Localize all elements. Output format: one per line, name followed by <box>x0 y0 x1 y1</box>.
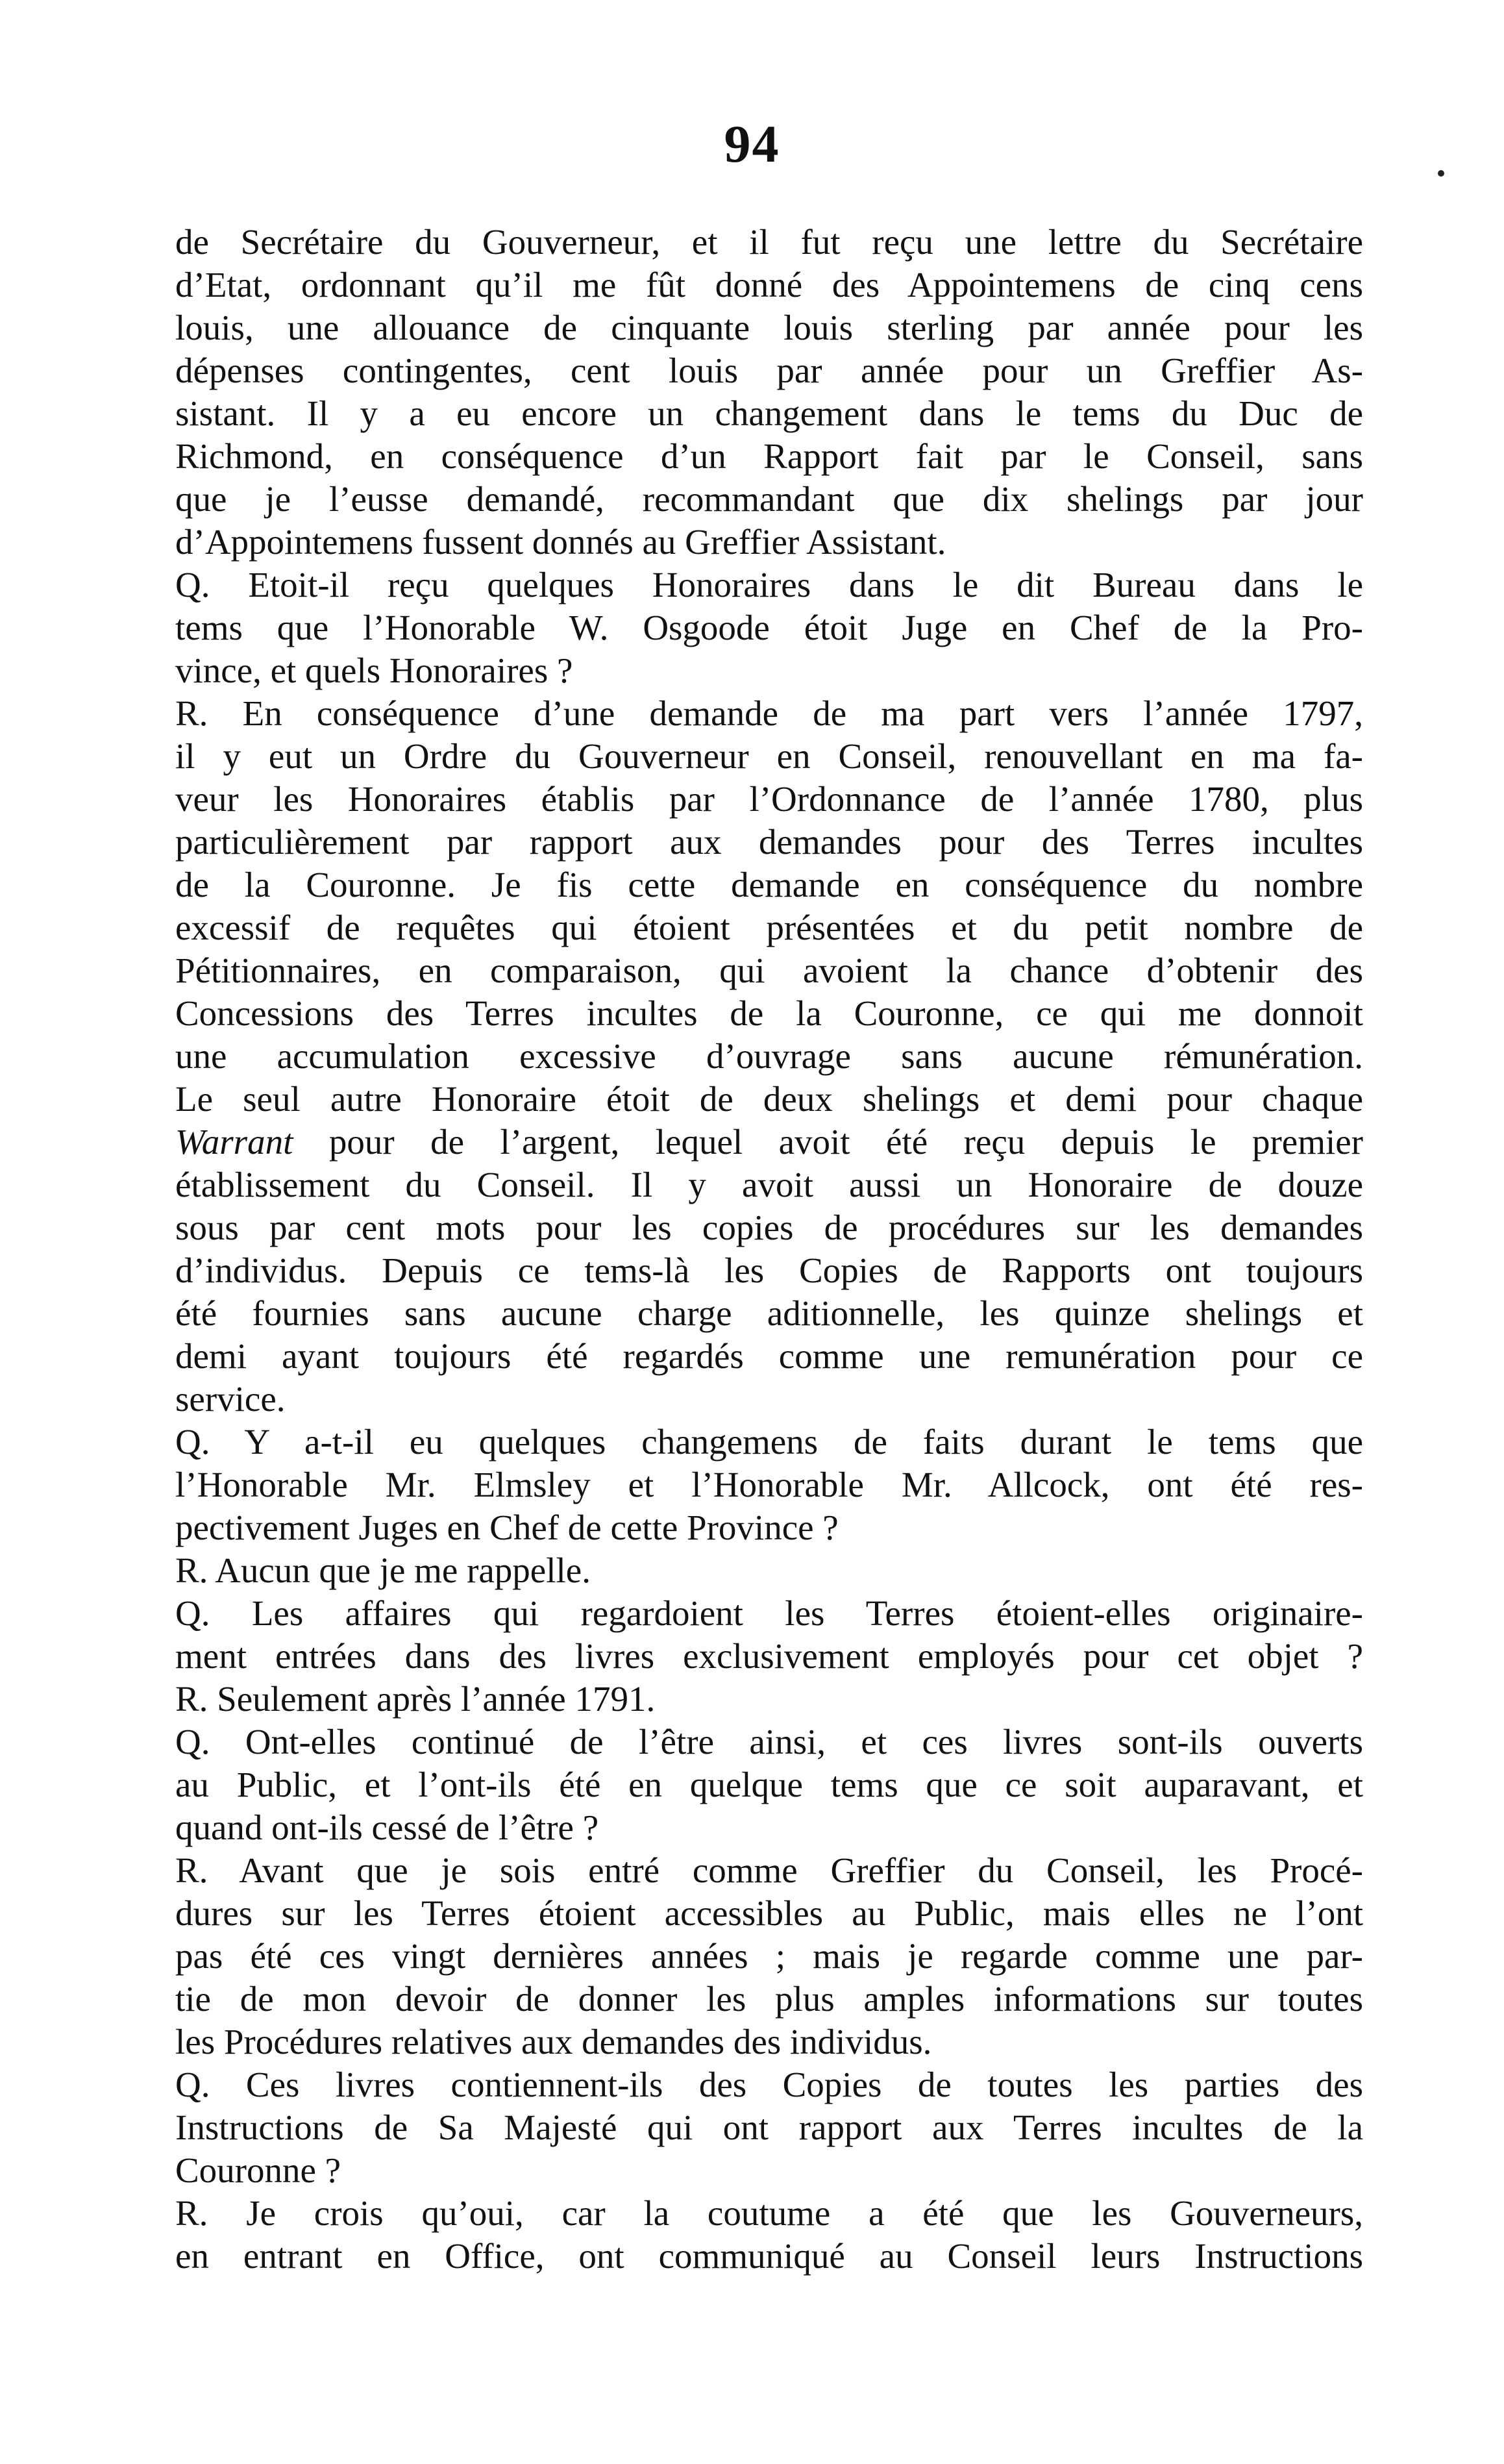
text-line: d’Etat, ordonnant qu’il me fût donné des Appointemens de cinq cens <box>175 265 1363 305</box>
text-line: en entrant en Office, ont communiqué au Conseil leurs Instructions <box>175 2236 1363 2276</box>
text-line: une accumulation excessive d’ouvrage sans aucune rémunération. <box>175 1036 1363 1076</box>
text-line: excessif de requêtes qui étoient présentées et du petit nombre de <box>175 908 1363 947</box>
text-line: R. Je crois qu’oui, car la coutume a été que les Gouverneurs, <box>175 2193 1363 2233</box>
text-line: au Public, et l’ont-ils été en quelque tems que ce soit auparavant, et <box>175 1765 1363 1804</box>
text-line: pectivement Juges en Chef de cette Province ? <box>175 1508 839 1547</box>
text-line: R. Seulement après l’année 1791. <box>175 1679 656 1719</box>
text-line: les Procédures relatives aux demandes des individus. <box>175 2022 932 2061</box>
text-line: sistant. Il y a eu encore un changement dans le tems du Duc de <box>175 393 1363 433</box>
text-line: particulièrement par rapport aux demandes pour des Terres incultes <box>175 822 1363 862</box>
text-line: louis, une allouance de cinquante louis sterling par année pour les <box>175 308 1363 347</box>
text-line: l’Honorable Mr. Elmsley et l’Honorable Mr. Allcock, ont été res- <box>175 1465 1363 1504</box>
text-line: de Secrétaire du Gouverneur, et il fut reçu une lettre du Secrétaire <box>175 222 1363 262</box>
page-number: 94 <box>724 114 780 173</box>
text-line: Warrant pour de l’argent, lequel avoit été reçu depuis le premier <box>175 1122 1363 1162</box>
text-line: ment entrées dans des livres exclusivement employés pour cet objet ? <box>175 1636 1363 1676</box>
text-line: Q. Y a-t-il eu quelques changemens de faits durant le tems que <box>175 1422 1363 1462</box>
text-line: Instructions de Sa Majesté qui ont rapport aux Terres incultes de la <box>175 2108 1363 2147</box>
text-line: d’individus. Depuis ce tems-là les Copies de Rapports ont toujours <box>175 1251 1363 1290</box>
text-line: R. Aucun que je me rappelle. <box>175 1550 591 1590</box>
text-line: service. <box>175 1379 286 1419</box>
text-line: que je l’eusse demandé, recommandant que dix shelings par jour <box>175 479 1363 519</box>
text-line: Richmond, en conséquence d’un Rapport fait par le Conseil, sans <box>175 436 1363 476</box>
text-line: Le seul autre Honoraire étoit de deux shelings et demi pour chaque <box>175 1079 1363 1119</box>
text-line: il y eut un Ordre du Gouverneur en Conseil, renouvellant en ma fa- <box>175 736 1363 776</box>
text-line: d’Appointemens fussent donnés au Greffier Assistant. <box>175 522 946 562</box>
italic-term: Warrant <box>175 1122 293 1162</box>
text-line: établissement du Conseil. Il y avoit aussi un Honoraire de douze <box>175 1165 1363 1204</box>
text-line: Q. Etoit-il reçu quelques Honoraires dans le dit Bureau dans le <box>175 565 1363 604</box>
text-line: dures sur les Terres étoient accessibles au Public, mais elles ne l’ont <box>175 1893 1363 1933</box>
text-line: Concessions des Terres incultes de la Couronne, ce qui me donnoit <box>175 993 1363 1033</box>
text-line: Q. Ces livres contiennent-ils des Copies de toutes les parties des <box>175 2065 1363 2104</box>
text-line: vince, et quels Honoraires ? <box>175 651 573 690</box>
ink-speck <box>1438 170 1444 177</box>
text-line: Q. Les affaires qui regardoient les Terres étoient-elles originaire- <box>175 1593 1363 1633</box>
text-line: tems que l’Honorable W. Osgoode étoit Juge en Chef de la Pro- <box>175 608 1363 647</box>
text-line: pas été ces vingt dernières années ; mais je regarde comme une par- <box>175 1936 1363 1976</box>
text-line: Pétitionnaires, en comparaison, qui avoient la chance d’obtenir des <box>175 951 1363 990</box>
text-line: R. En conséquence d’une demande de ma part vers l’année 1797, <box>175 693 1363 733</box>
text-line: demi ayant toujours été regardés comme une remunération pour ce <box>175 1336 1363 1376</box>
text-line: Q. Ont-elles continué de l’être ainsi, et ces livres sont-ils ouverts <box>175 1722 1363 1761</box>
body-text <box>175 221 1363 2278</box>
text-line: Couronne ? <box>175 2150 341 2190</box>
text-line: tie de mon devoir de donner les plus amples informations sur toutes <box>175 1979 1363 2019</box>
text-line: sous par cent mots pour les copies de procédures sur les demandes <box>175 1208 1363 1247</box>
text-line: quand ont-ils cessé de l’être ? <box>175 1808 599 1847</box>
text-line: R. Avant que je sois entré comme Greffier du Conseil, les Procé- <box>175 1850 1363 1890</box>
text-line: dépenses contingentes, cent louis par année pour un Greffier As- <box>175 351 1363 390</box>
text-line: de la Couronne. Je fis cette demande en conséquence du nombre <box>175 865 1363 904</box>
text-line: veur les Honoraires établis par l’Ordonnance de l’année 1780, plus <box>175 779 1363 819</box>
text-line: été fournies sans aucune charge aditionnelle, les quinze shelings et <box>175 1293 1363 1333</box>
